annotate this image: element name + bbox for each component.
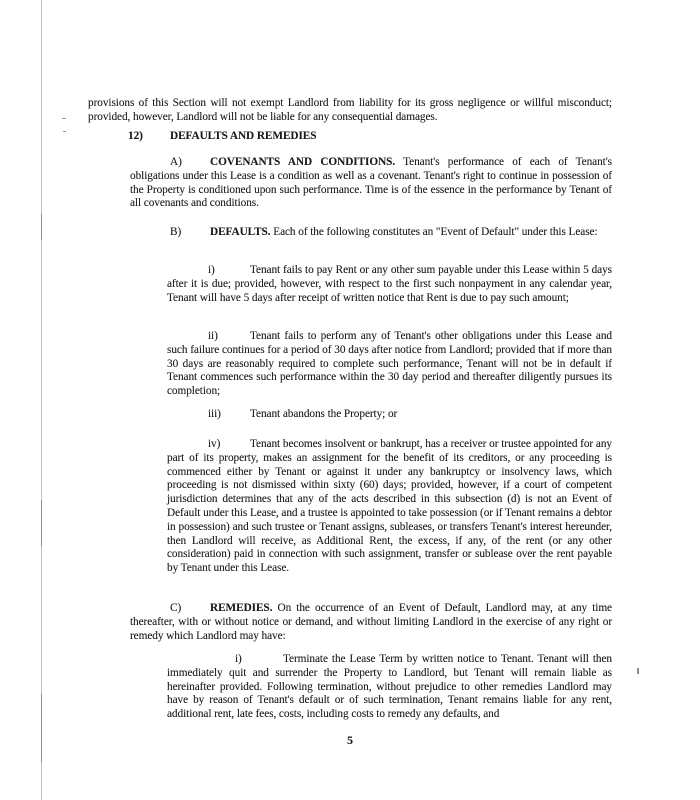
subsection-c	[130, 602, 612, 643]
scan-edge-line	[41, 0, 42, 800]
intro-paragraph: provisions of this Section will not exempt Landlord from liability for its gross negligence or willful misconduct; provided, however, Landlord will not be liable for any consequential damages.	[88, 97, 612, 124]
remedy-i-text: Terminate the Lease Term by written notice to Tenant. Tenant will then immediately quit and surrender the Property to Landlord, but Tenant will remain liable as hereinafter provided. Following termination, without prejudice to other remedies Landlord may have by reason of Tenant's default or of such termination, Tenant remains liable for any rent, additional rent, late fees, costs, including costs to remedy any defaults, and	[167, 653, 612, 721]
subsection-a-heading: COVENANTS AND CONDITIONS.	[210, 156, 396, 168]
subsection-b-letter: B)	[170, 226, 182, 238]
subsection-c-body: On the occurrence of an Event of Default, Landlord may, at any time thereafter, with or without notice or demand, and without limiting Landlord in the exercise of any right or remedy which Landlord may have:	[130, 602, 612, 642]
remedy-item-i	[167, 653, 612, 722]
scan-edge-dash	[41, 694, 42, 762]
default-item-iii	[167, 408, 612, 422]
default-item-i	[167, 264, 612, 305]
section-12-heading	[128, 130, 612, 144]
item-iv-text: Tenant becomes insolvent or bankrupt, has a receiver or trustee appointed for any part of its property, makes an assignment for the benefit of its creditors, or any proceeding is commenced either by Tenant or against it under any bankruptcy or insolvency laws, which proceeding is not dismissed within sixty (60) days; provided, however, if a court of competent jurisdiction determines that any of the acts described in this subsection (d) is not an Event of Default under this Lease, and a trustee is appointed to take possession (or if Tenant remains a debtor in possession) and such trustee or Tenant assigns, subleases, or transfers Tenant's interest hereunder, then Landlord will receive, as Additional Rent, the excess, if any, of the rent (or any other consideration) paid in connection with such assignment, transfer or sublease over the rent payable by Tenant under this Lease.	[167, 438, 612, 575]
subsection-b	[130, 226, 612, 240]
default-item-ii	[167, 330, 612, 399]
item-ii-numeral: ii)	[208, 330, 218, 342]
item-iii-text: Tenant abandons the Property; or	[250, 408, 398, 420]
subsection-a-letter: A)	[170, 156, 182, 168]
item-i-text: Tenant fails to pay Rent or any other sum payable under this Lease within 5 days after it is due; provided, however, with respect to the first such nonpayment in any calendar year, Tenant will have 5 days after receipt of written notice that Rent is due to pay such amount;	[167, 264, 612, 304]
subsection-c-letter: C)	[170, 602, 182, 614]
subsection-b-body: Each of the following constitutes an "Event of Default" under this Lease:	[270, 226, 598, 238]
scan-speck	[637, 668, 639, 674]
page-number: 5	[347, 733, 353, 747]
remedy-i-numeral: i)	[235, 653, 242, 665]
item-ii-text: Tenant fails to perform any of Tenant's other obligations under this Lease and such failure continues for a period of 30 days after notice from Landlord; provided that if more than 30 days are reasonably required to complete such performance, Tenant will not be in default if Tenant commences such performance within the 30 day period and thereafter diligently pursues its completion;	[167, 330, 612, 398]
item-i-numeral: i)	[208, 264, 215, 276]
subsection-c-heading: REMEDIES.	[210, 602, 273, 614]
subsection-a-body: Tenant's performance of each of Tenant's obligations under this Lease is a condition as well as a covenant. Tenant's right to continue in possession of the Property is conditioned upon such performance. Time is of the essence in the performance by Tenant of all covenants and conditions.	[130, 156, 612, 210]
item-iv-numeral: iv)	[208, 438, 221, 450]
item-iii-numeral: iii)	[208, 408, 221, 420]
default-item-iv	[167, 438, 612, 576]
section-number: 12)	[128, 130, 143, 142]
section-title: DEFAULTS AND REMEDIES	[170, 130, 317, 142]
scan-edge-dash	[41, 214, 42, 240]
scan-speck	[63, 131, 66, 132]
scan-speck	[62, 118, 66, 119]
subsection-a	[130, 156, 612, 211]
subsection-b-heading: DEFAULTS.	[210, 226, 271, 238]
scan-edge-dash	[41, 500, 42, 546]
